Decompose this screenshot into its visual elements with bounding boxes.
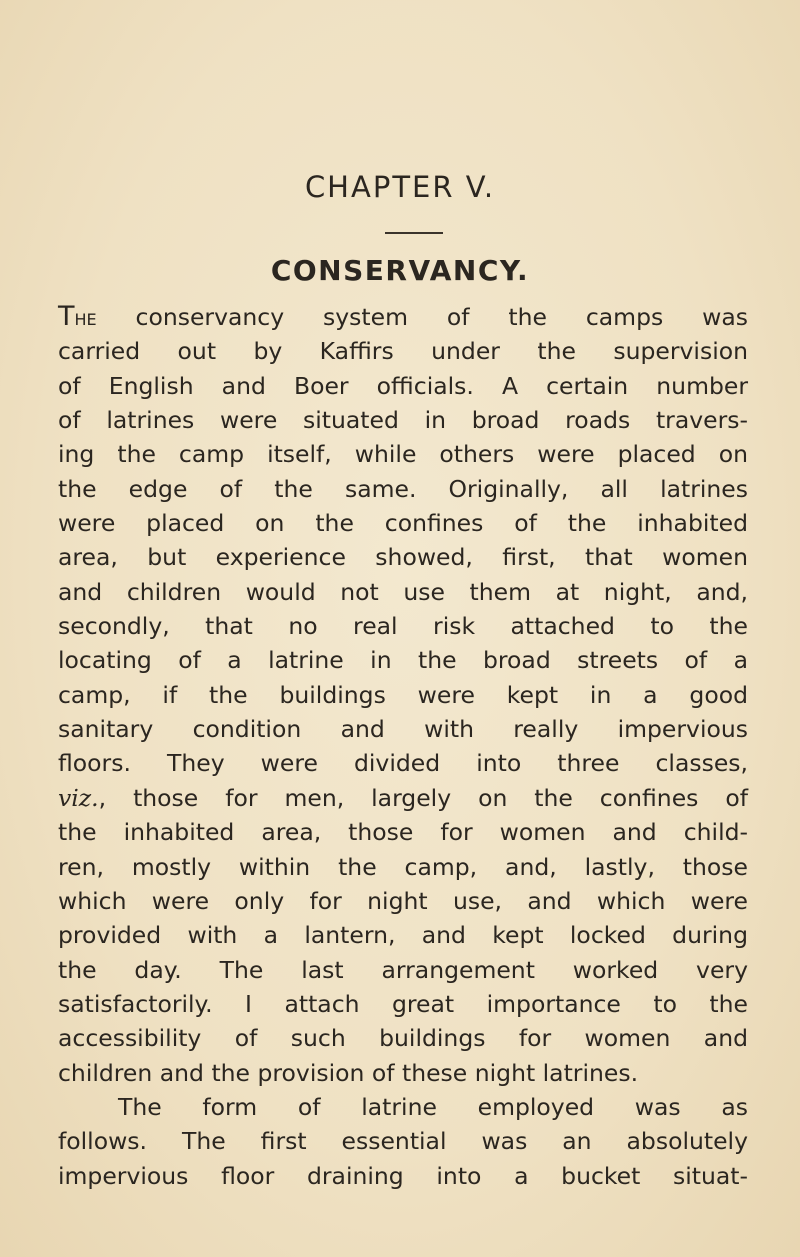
text-line: of latrines were situated in broad roads travers- — [58, 406, 748, 435]
text-line: the day. The last arrangement worked very — [58, 955, 748, 984]
text-line: provided with a lantern, and kept locked during — [58, 921, 748, 950]
text-line: area, but experience showed, first, that women — [58, 543, 748, 572]
text-line: sanitary condition and with really impervious — [58, 715, 748, 744]
text-line: locating of a latrine in the broad streets of a — [58, 646, 748, 675]
text-line: which were only for night use, and which were — [58, 886, 748, 915]
text-line: the inhabited area, those for women and child- — [58, 818, 748, 847]
text-line: impervious floor draining into a bucket situat- — [58, 1161, 748, 1190]
text-line: follows. The first essential was an absolutely — [58, 1127, 748, 1156]
small-caps-word: he — [74, 303, 97, 331]
text-line: secondly, that no real risk attached to the — [58, 612, 748, 641]
text-line: floors. They were divided into three classes, — [58, 749, 748, 778]
line-text: , those for men, largely on the confines of — [98, 783, 748, 812]
text-line: were placed on the confines of the inhabited — [58, 509, 748, 538]
line-text: conservancy system of the camps was — [96, 303, 748, 331]
italic-word: viz. — [58, 783, 99, 812]
text-line: accessibility of such buildings for women and — [58, 1024, 748, 1053]
text-line: satisfactorily. I attach great importance to the — [58, 989, 748, 1018]
body-text — [58, 300, 748, 1193]
chapter-title: CHAPTER V. — [304, 170, 496, 204]
title-divider — [385, 232, 443, 234]
text-line: ing the camp itself, while others were placed on — [58, 440, 748, 469]
text-line — [58, 300, 748, 334]
text-line: The form of latrine employed was as — [118, 1092, 748, 1121]
text-line: ren, mostly within the camp, and, lastly, those — [58, 852, 748, 881]
text-line: the edge of the same. Originally, all latrines — [58, 474, 748, 503]
section-title: CONSERVANCY. — [270, 254, 530, 287]
text-line: camp, if the buildings were kept in a good — [58, 680, 748, 709]
text-line: children and the provision of these night latrines. — [58, 1058, 639, 1087]
text-line: and children would not use them at night, and, — [58, 577, 748, 606]
text-line: carried out by Kaffirs under the supervision — [58, 337, 748, 366]
drop-cap: T — [58, 301, 75, 332]
text-line: of English and Boer officials. A certain number — [58, 371, 748, 400]
text-line — [58, 781, 748, 815]
